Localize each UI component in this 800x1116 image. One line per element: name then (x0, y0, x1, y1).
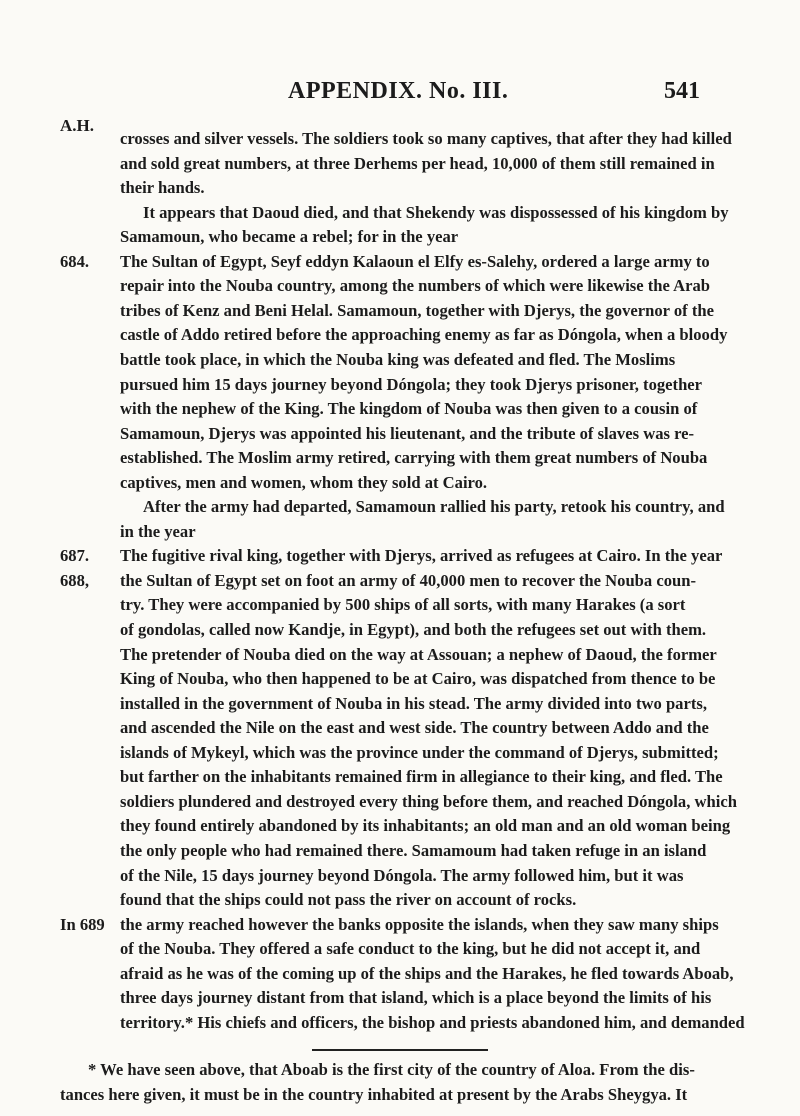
text-line (0, 866, 800, 892)
text-line (0, 497, 800, 523)
line-text: The Sultan of Egypt, Seyf eddyn Kalaoun el Elfy es-Salehy, ordered a large army to (120, 251, 710, 271)
footnote-text: tances here given, it must be in the country inhabited at present by the Arabs Sheygya. It (60, 1085, 688, 1104)
year-marker: 688, (60, 570, 90, 590)
line-text: captives, men and women, whom they sold at Cairo. (120, 472, 488, 492)
line-text: afraid as he was of the coming up of the ships and the Harakes, he fled towards Aboab, (120, 963, 734, 983)
text-line (0, 325, 800, 351)
line-text: the only people who had remained there. Samamoum had taken refuge in an island (120, 840, 707, 860)
text-line (0, 227, 800, 253)
line-text: repair into the Nouba country, among the numbers of which were likewise the Arab (120, 276, 711, 296)
text-line (0, 522, 800, 548)
line-text: but farther on the inhabitants remained firm in allegiance to their king, and fled. The (120, 767, 723, 787)
line-text: of gondolas, called now Kandje, in Egypt), and both the refugees set out with them. (120, 620, 707, 639)
text-line (0, 620, 800, 646)
line-text: The fugitive rival king, together with Djerys, arrived as refugees at Cairo. In the year (120, 546, 723, 566)
line-text: found that the ships could not pass the river on account of rocks. (120, 890, 577, 910)
text-line (0, 939, 800, 965)
year-marker: In 689 (60, 914, 105, 934)
text-line (0, 473, 800, 499)
text-line (0, 350, 800, 376)
line-text: It appears that Daoud died, and that Shekendy was dispossessed of his kingdom by (143, 202, 729, 222)
line-text: tribes of Kenz and Beni Helal. Samamoun, together with Djerys, the governor of the (120, 300, 714, 320)
text-line (0, 964, 800, 990)
text-line (0, 154, 800, 180)
text-line (0, 988, 800, 1014)
text-line (0, 792, 800, 818)
line-text: with the nephew of the King. The kingdom of Nouba was then given to a cousin of (120, 399, 698, 419)
text-line (0, 767, 800, 793)
text-line (0, 178, 800, 204)
line-text: After the army had departed, Samamoun rallied his party, retook his country, and (143, 497, 725, 517)
line-text: crosses and silver vessels. The soldiers took so many captives, that after they had killed (120, 129, 732, 148)
line-text: battle took place, in which the Nouba king was defeated and fled. The Moslims (120, 349, 676, 369)
line-text: Samamoun, who became a rebel; for in the year (120, 227, 459, 247)
line-text: they found entirely abandoned by its inhabitants; an old man and an old woman being (120, 816, 731, 836)
text-line (0, 252, 800, 278)
text-line (0, 448, 800, 474)
line-text: three days journey distant from that island, which is a place beyond the limits of his (120, 988, 712, 1008)
text-line (0, 546, 800, 572)
line-text: in the year (120, 521, 196, 541)
line-text: King of Nouba, who then happened to be at Cairo, was dispatched from thence to be (120, 669, 716, 689)
line-text: soldiers plundered and destroyed every thing before them, and reached Dóngola, which (120, 791, 737, 811)
page-number: 541 (664, 78, 700, 104)
line-text: installed in the government of Nouba in his stead. The army divided into two parts, (120, 693, 707, 713)
year-marker: 687. (60, 546, 90, 566)
text-line (0, 424, 800, 450)
text-line (0, 645, 800, 671)
year-marker: 684. (60, 251, 90, 271)
page-header (0, 76, 800, 116)
footnote-line (0, 1060, 800, 1086)
text-line (0, 571, 800, 597)
text-line (0, 915, 800, 941)
footnote-text: * We have seen above, that Aboab is the first city of the country of Aloa. From the dis- (88, 1060, 695, 1079)
margin-label: A.H. (60, 116, 94, 135)
running-title: APPENDIX. No. III. (288, 78, 509, 104)
line-text: territory.* His chiefs and officers, the bishop and priests abandoned him, and demanded (120, 1012, 745, 1032)
line-text: the Sultan of Egypt set on foot an army of 40,000 men to recover the Nouba coun- (120, 570, 696, 590)
text-line (0, 816, 800, 842)
line-text: castle of Addo retired before the approaching enemy as far as Dóngola, when a bloody (120, 325, 728, 345)
line-text: established. The Moslim army retired, carrying with them great numbers of Nouba (120, 448, 708, 468)
line-text: Samamoun, Djerys was appointed his lieutenant, and the tribute of slaves was re- (120, 423, 695, 443)
line-text: pursued him 15 days journey beyond Dóngola; they took Djerys prisoner, together (120, 374, 703, 394)
text-line (0, 276, 800, 302)
line-text: islands of Mykeyl, which was the province under the command of Djerys, submitted; (120, 742, 719, 762)
footnote-line (0, 1085, 800, 1111)
text-line (0, 399, 800, 425)
text-line (0, 841, 800, 867)
line-text: and ascended the Nile on the east and west side. The country between Addo and the (120, 718, 709, 738)
line-text: of the Nouba. They offered a safe conduct to the king, but he did not accept it, and (120, 939, 701, 959)
text-line (0, 203, 800, 229)
text-line (0, 375, 800, 401)
text-line (0, 694, 800, 720)
line-text: The pretender of Nouba died on the way at Assouan; a nephew of Daoud, the former (120, 644, 717, 664)
text-line (0, 718, 800, 744)
text-line (0, 743, 800, 769)
text-line (0, 1013, 800, 1039)
text-line (0, 890, 800, 916)
text-line (0, 301, 800, 327)
text-line (0, 595, 800, 621)
line-text: the army reached however the banks opposite the islands, when they saw many ships (120, 914, 719, 934)
line-text: try. They were accompanied by 500 ships of all sorts, with many Harakes (a sort (120, 595, 686, 615)
text-line (0, 129, 800, 155)
footnote-rule (312, 1049, 488, 1051)
text-line (0, 669, 800, 695)
line-text: and sold great numbers, at three Derhems per head, 10,000 of them still remained in (120, 153, 715, 173)
line-text: their hands. (120, 178, 205, 198)
line-text: of the Nile, 15 days journey beyond Dóngola. The army followed him, but it was (120, 865, 684, 885)
